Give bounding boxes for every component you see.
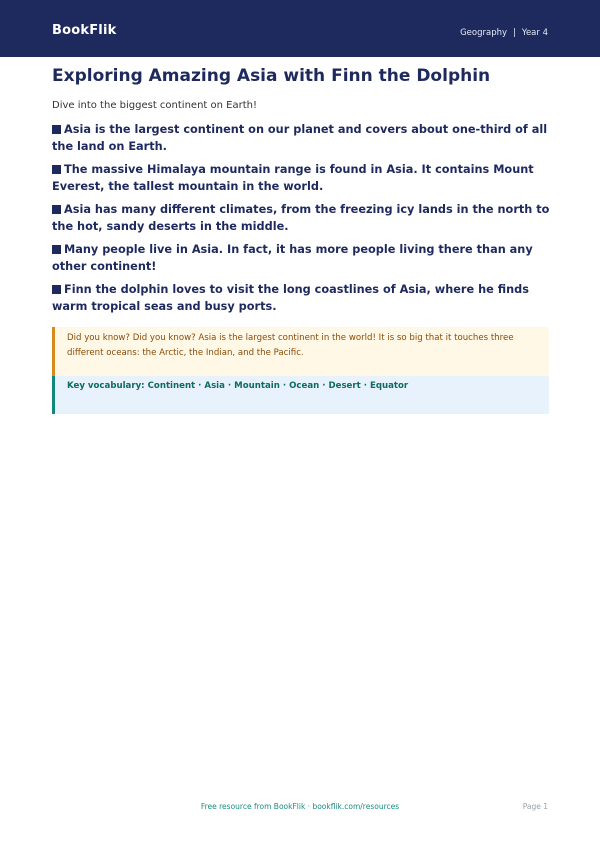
fact-text: The massive Himalaya mountain range is found in Asia. It contains Mount Everest, the tallest mountain in the world. bbox=[52, 163, 534, 193]
meta-separator: | bbox=[513, 28, 516, 38]
fact-item bbox=[52, 281, 552, 315]
page-number: Page 1 bbox=[522, 802, 548, 811]
fact-item bbox=[52, 121, 552, 155]
page-header bbox=[0, 0, 600, 57]
square-bullet-icon bbox=[52, 285, 61, 294]
did-you-know-callout: Did you know? Did you know? Asia is the largest continent in the world! It is so big that it touches three different oceans: the Arctic, the Indian, and the Pacific. bbox=[52, 327, 549, 376]
fact-item bbox=[52, 241, 552, 275]
brand-logo-text: BookFlik bbox=[52, 23, 117, 38]
header-meta bbox=[460, 28, 548, 38]
key-vocabulary-box: Key vocabulary: Continent · Asia · Mountain · Ocean · Desert · Equator bbox=[52, 376, 549, 414]
square-bullet-icon bbox=[52, 245, 61, 254]
fact-item bbox=[52, 201, 552, 235]
page-title: Exploring Amazing Asia with Finn the Dolphin bbox=[52, 66, 491, 86]
fact-text: Many people live in Asia. In fact, it has more people living there than any other continent! bbox=[52, 243, 533, 273]
subject-label: Geography bbox=[460, 28, 508, 38]
fact-text: Asia is the largest continent on our planet and covers about one-third of all the land on Earth. bbox=[52, 123, 548, 153]
year-label: Year 4 bbox=[521, 28, 548, 38]
fact-text: Finn the dolphin loves to visit the long coastlines of Asia, where he finds warm tropical seas and busy ports. bbox=[52, 283, 529, 313]
fact-item bbox=[52, 161, 552, 195]
square-bullet-icon bbox=[52, 205, 61, 214]
fact-text: Asia has many different climates, from the freezing icy lands in the north to the hot, sandy deserts in the middle. bbox=[52, 203, 550, 233]
fact-list bbox=[52, 121, 552, 321]
page-subtitle: Dive into the biggest continent on Earth! bbox=[52, 100, 257, 111]
square-bullet-icon bbox=[52, 165, 61, 174]
square-bullet-icon bbox=[52, 125, 61, 134]
footer-credit-link[interactable]: Free resource from BookFlik · bookflik.com/resources bbox=[200, 802, 400, 811]
